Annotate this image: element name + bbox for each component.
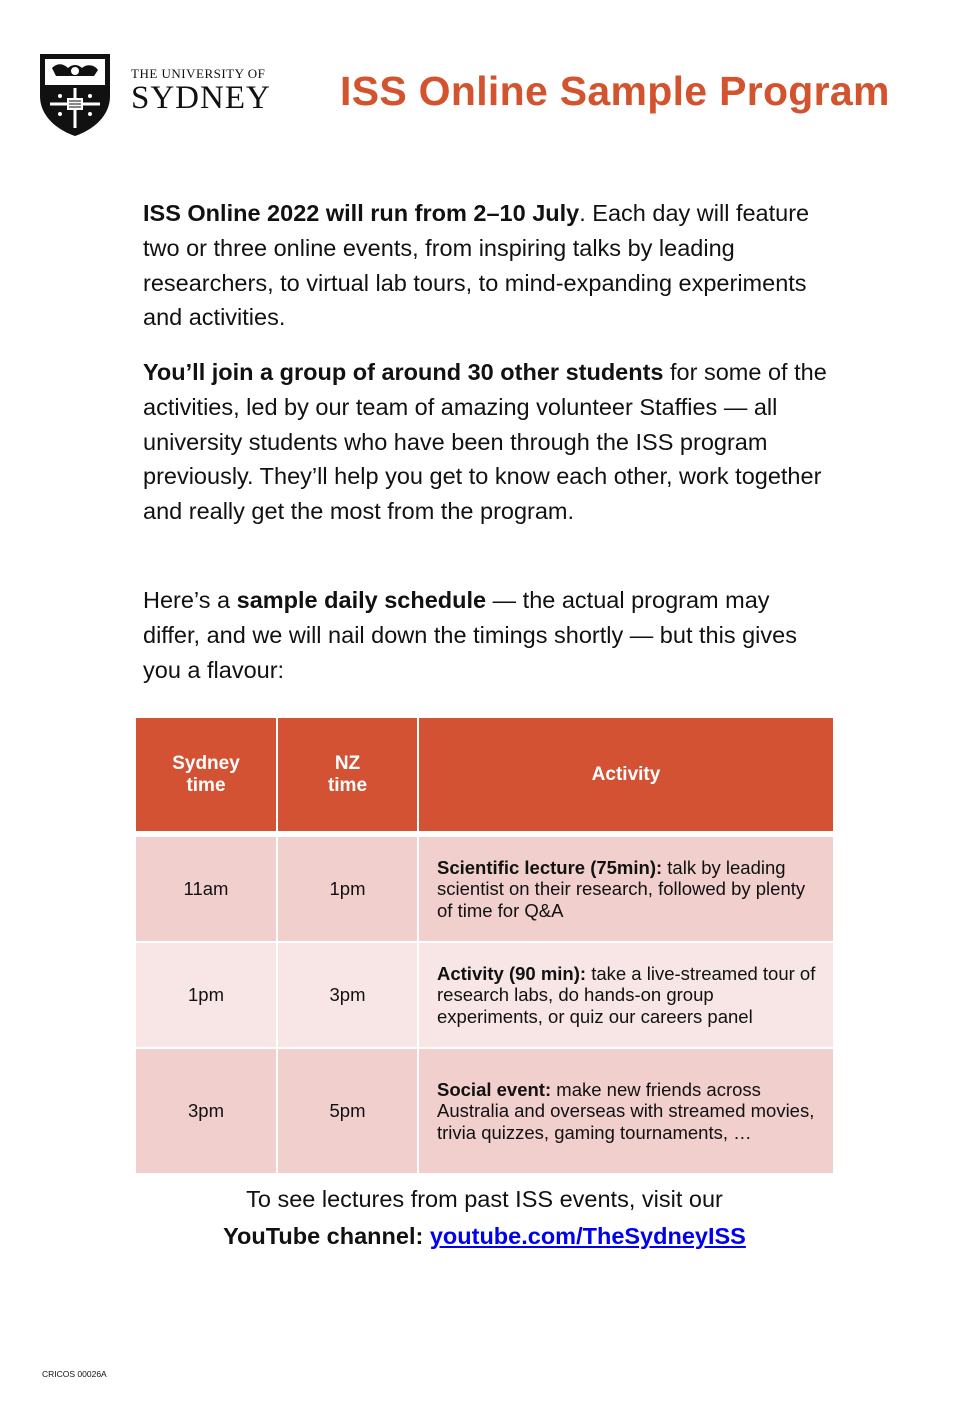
table-row (136, 942, 833, 1048)
header-sydney-time: Sydney time (136, 718, 277, 834)
youtube-footer (136, 1181, 833, 1255)
activity-cell: Scientific lecture (75min): talk by leading scientist on their research, followed by plenty of time for Q&A (418, 834, 833, 942)
nz-time-cell: 1pm (277, 834, 418, 942)
schedule-table (136, 718, 833, 1175)
activity-cell: Social event: make new friends across Australia and overseas with streamed movies, trivia quizzes, gaming tournaments, … (418, 1048, 833, 1174)
group-bold: You’ll join a group of around 30 other students (143, 359, 664, 385)
intro-paragraph (143, 196, 833, 335)
wordmark-line1: THE UNIVERSITY OF (131, 66, 266, 81)
schedule-pre: Here’s a (143, 587, 237, 613)
table-row (136, 834, 833, 942)
table-row (136, 1048, 833, 1174)
schedule-bold: sample daily schedule (236, 587, 487, 613)
group-rest: for some of the activities, led by our team of amazing volunteer Staffies — all university students who have been through the ISS program previously. They’ll help you get to know each other, work together and really get the most from the program. (143, 359, 827, 525)
cricos-code: CRICOS 00026A (42, 1369, 107, 1379)
header-activity: Activity (418, 718, 833, 834)
sydney-time-cell: 1pm (136, 942, 277, 1048)
schedule-paragraph (143, 583, 833, 687)
university-wordmark (131, 66, 271, 115)
wordmark-line2: SYDNEY (131, 80, 271, 116)
footer-line2 (136, 1218, 833, 1255)
intro-bold: ISS Online 2022 will run from 2–10 July (143, 200, 580, 226)
footer-channel-label: YouTube channel: (223, 1223, 430, 1249)
sydney-time-cell: 3pm (136, 1048, 277, 1174)
university-crest-icon (38, 52, 112, 138)
schedule-rest: — the actual program may differ, and we will nail down the timings shortly — but this gives you a flavour: (143, 587, 797, 683)
activity-cell: Activity (90 min): take a live-streamed tour of research labs, do hands-on group experiments, or quiz our careers panel (418, 942, 833, 1048)
table-header-row (136, 718, 833, 834)
intro-rest: . Each day will feature two or three online events, from inspiring talks by leading researchers, to virtual lab tours, to mind-expanding experiments and activities. (143, 200, 810, 331)
group-paragraph (143, 355, 833, 529)
nz-time-cell: 5pm (277, 1048, 418, 1174)
header-nz-time: NZ time (277, 718, 418, 834)
footer-line1: To see lectures from past ISS events, visit our (246, 1186, 723, 1212)
page-title: ISS Online Sample Program (340, 68, 890, 114)
sydney-time-cell: 11am (136, 834, 277, 942)
nz-time-cell: 3pm (277, 942, 418, 1048)
youtube-channel-link[interactable]: youtube.com/TheSydneyISS (429, 1223, 746, 1249)
university-logo (38, 52, 278, 138)
